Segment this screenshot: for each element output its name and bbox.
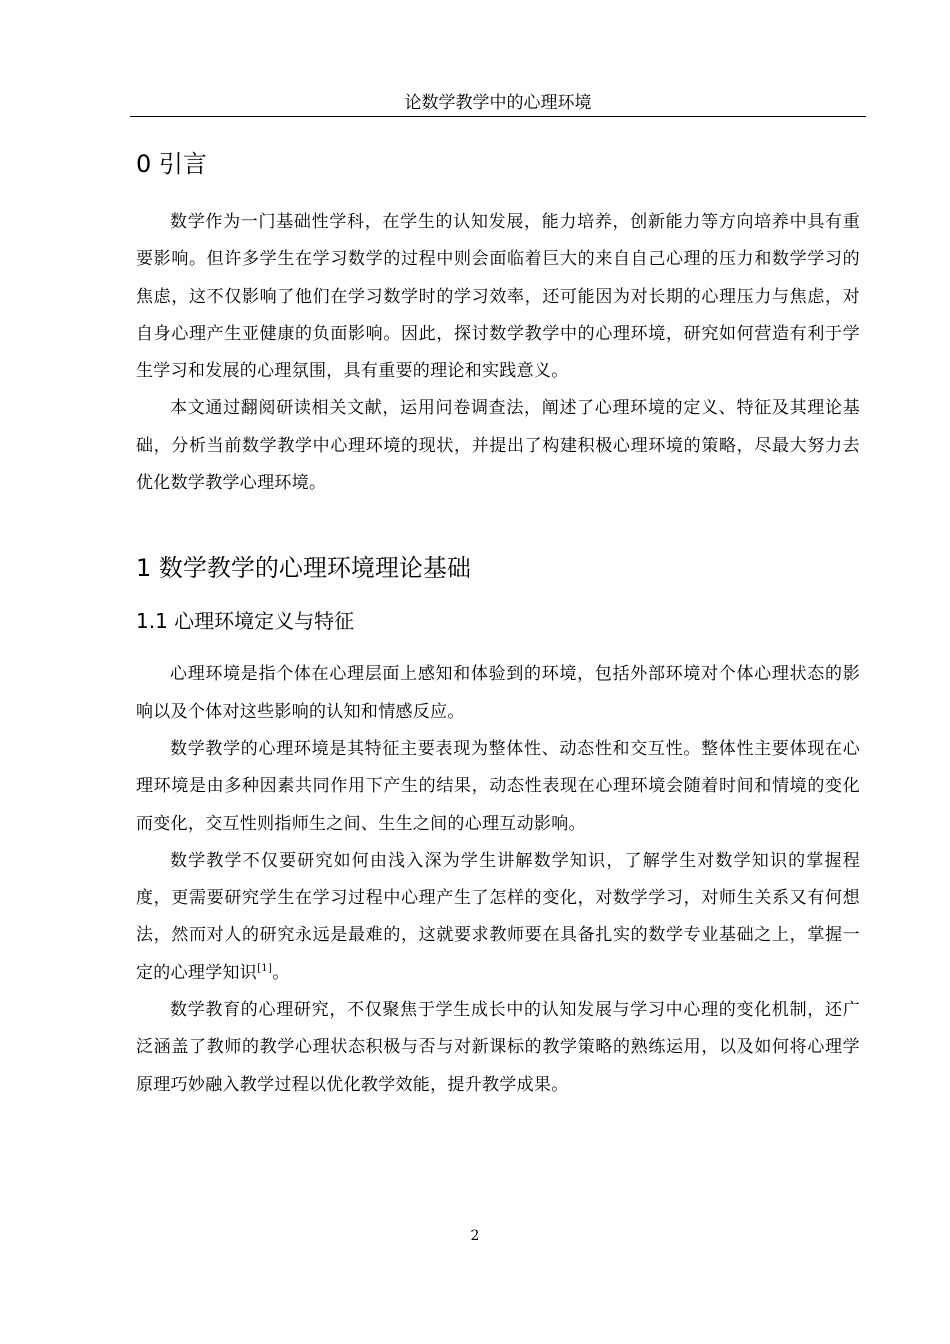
paragraph-education-research: 数学教育的心理研究，不仅聚焦于学生成长中的认知发展与学习中心理的变化机制，还广泛涵盖了教师的教学心理状态积极与否与对新课标的教学策略的熟练运用，以及如何将心理学原理巧妙融入教学过程以优化教学效能，提升教学成果。 bbox=[136, 1000, 860, 1095]
subsection-heading-1-1: 1.1 心理环境定义与特征 bbox=[136, 609, 355, 634]
running-header: 论数学教学中的心理环境 bbox=[404, 93, 592, 113]
paragraph-characteristics: 数学教学的心理环境是其特征主要表现为整体性、动态性和交互性。整体性主要体现在心理环境是由多种因素共同作用下产生的结果，动态性表现在心理环境会随着时间和情境的变化而变化，交互性则指师生之间、生生之间的心理互动影响。 bbox=[136, 738, 860, 834]
section-heading-chapter-1: 1 数学教学的心理环境理论基础 bbox=[136, 554, 471, 583]
document-body bbox=[136, 140, 860, 1104]
paragraph-research-end: 。 bbox=[272, 962, 290, 983]
paragraph-research-text: 数学教学不仅要研究如何由浅入深为学生讲解数学知识，了解学生对数学知识的掌握程度，更需要研究学生在学习过程中心理产生了怎样的变化，对数学学习，对师生关系又有何想法，然而对人的研究永远是最难的，这就要求教师要在具备扎实的数学专业基础之上，掌握一定的心理学知识 bbox=[136, 850, 860, 983]
intro-paragraph-2: 本文通过翻阅研读相关文献，运用问卷调查法，阐述了心理环境的定义、特征及其理论基础，分析当前数学教学中心理环境的现状，并提出了构建积极心理环境的策略，尽最大努力去优化数学教学心理环境。 bbox=[136, 398, 860, 494]
section-heading-intro: 0 引言 bbox=[136, 150, 207, 178]
citation-reference[interactable]: [1] bbox=[257, 962, 273, 974]
intro-paragraph-1: 数学作为一门基础性学科，在学生的认知发展，能力培养，创新能力等方向培养中具有重要影响。但许多学生在学习数学的过程中则会面临着巨大的来自自己心理的压力和数学学习的焦虑，这不仅影响了他们在学习数学时的学习效率，还可能因为对长期的心理压力与焦虑，对自身心理产生亚健康的负面影响。因此，探讨数学教学中的心理环境，研究如何营造有利于学生学习和发展的心理氛围，具有重要的理论和实践意义。 bbox=[136, 212, 860, 382]
paragraph-research bbox=[136, 843, 860, 992]
header-rule bbox=[130, 116, 866, 117]
page-number: 2 bbox=[470, 1228, 480, 1244]
paragraph-definition: 心理环境是指个体在心理层面上感知和体验到的环境，包括外部环境对个体心理状态的影响以及个体对这些影响的认知和情感反应。 bbox=[136, 664, 860, 722]
